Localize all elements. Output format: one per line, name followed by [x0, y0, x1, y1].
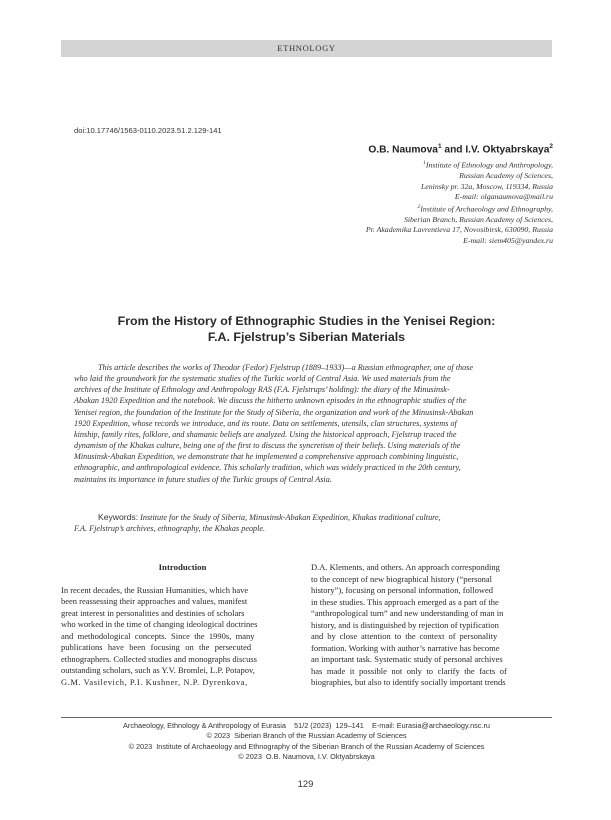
body-line: been reassessing their approaches and values, manifest	[61, 596, 248, 607]
abstract-line: ethnographic, and anthropological evidence. This scholarly tradition, which was widely practiced in the 20th century,	[74, 463, 461, 473]
affiliation-1-line-1	[193, 158, 553, 171]
title-line-1: From the History of Ethnographic Studies in the Yenisei Region:	[117, 314, 496, 328]
affiliation-1-name: Institute of Ethnology and Anthropology,	[425, 160, 553, 170]
abstract-line: kinship, family rites, folklore, and shamanic beliefs are analyzed. Using the historical approach, Fjelstrup traced the	[74, 429, 457, 439]
affiliation-2-line-2: Siberian Branch, Russian Academy of Sciences,	[403, 215, 553, 225]
introduction-heading: Introduction	[158, 562, 207, 572]
abstract-line: dynamism of the Khakas culture, being one of the first to discuss the syncretism of their beliefs. Using materials of the	[74, 441, 461, 451]
author-names	[193, 143, 553, 155]
abstract	[74, 362, 554, 485]
abstract-line: who laid the groundwork for the systematic studies of the Turkic world of Central Asia. We used materials from the	[74, 374, 451, 384]
body-line: to the concept of new biographical history (“personal	[311, 573, 493, 584]
abstract-line: archives of the Institute of Ethnology and Anthropology RAS (F.A. Fjelstrups’ holding): the diary of the Minusinsk-	[74, 385, 450, 395]
body-line: history”), focusing on personal information, followed	[311, 585, 494, 596]
footer-copyright-1: © 2023 Siberian Branch of the Russian Academy of Sciences	[206, 731, 407, 741]
affiliation-1-line-3: Leninsky pr. 32a, Moscow, 119334, Russia	[420, 181, 553, 191]
footer	[61, 721, 552, 762]
author-1-sup: 1	[437, 143, 442, 150]
author-2-sup: 2	[549, 143, 553, 150]
abstract-line: Yenisei region, the foundation of the Institute for the Study of Siberia, the organization and work of the Minusinsk-Abakan	[74, 407, 474, 417]
body-line: history, and is distinguished by rejection of typification	[311, 619, 499, 630]
body-line: in these studies. This approach emerged as a part of the	[311, 596, 499, 607]
body-line: formation. Working with author’s narrative has become	[311, 642, 500, 653]
keywords-line-1	[74, 512, 554, 523]
body-line: an important task. Systematic study of personal archives	[311, 654, 503, 665]
keywords-text-1: Institute for the Study of Siberia, Minusinsk-Abakan Expedition, Khakas traditional culture,	[140, 513, 441, 522]
abstract-line: This article describes the works of Theodor (Fedor) Fjelstrup (1889–1933)—a Russian ethnographer, one of those	[98, 363, 474, 372]
affiliation-1-line-2: Russian Academy of Sciences,	[459, 171, 553, 181]
body-line: and by close attention to the context of personality	[311, 631, 498, 642]
footer-divider	[61, 717, 552, 718]
body-line: outstanding scholars, such as Y.V. Bromlei, L.P. Potapov,	[61, 665, 255, 676]
footer-copyright-3: © 2023 O.B. Naumova, I.V. Oktyabrskaya	[238, 751, 375, 761]
title-line-2: F.A. Fjelstrup’s Siberian Materials	[207, 330, 406, 344]
page-number: 129	[297, 778, 314, 789]
body-line: who worked in the time of changing ideological doctrines	[61, 619, 258, 630]
author-1: O.B. Naumova	[368, 144, 438, 156]
abstract-line: 1920 Expedition, whose records we introduce, and its route. Data on settlements, utensils, clan structures, systems of	[74, 418, 457, 428]
keywords-label: Keywords:	[98, 512, 139, 522]
body-line: ethnographers. Collected studies and monographs discuss	[61, 653, 257, 664]
abstract-line: Minusinsk-Abakan Expedition, we demonstrate that he implemented a comprehensive approach combining linguistic,	[74, 452, 459, 462]
affiliation-2-line-1	[193, 202, 553, 215]
keywords	[74, 512, 554, 535]
body-line: and methodological concepts. Since the 1990s, many	[61, 630, 255, 641]
body-line: biographies, but also to identify socially important trends	[311, 677, 506, 688]
affiliation-2-name: Institute of Archaeology and Ethnography,	[420, 204, 553, 214]
affiliation-1-email: E-mail: olganaumova@mail.ru	[454, 191, 553, 201]
affiliation-2-email: E-mail: siem405@yandex.ru	[463, 235, 553, 245]
footer-journal-line: Archaeology, Ethnology & Anthropology of Eurasia 51/2 (2023) 129–141 E-mail: Eurasia@archaeology.nsc.ru	[123, 721, 490, 730]
affiliation-1-sup: 1	[423, 160, 426, 167]
abstract-line: maintains its importance in future studies of the Turkic groups of Central Asia.	[74, 474, 332, 484]
keywords-line-2: F.A. Fjelstrup’s archives, ethnography, the Khakas people.	[74, 524, 266, 534]
section-title: ETHNOLOGY	[277, 43, 336, 53]
authors-block	[193, 143, 553, 246]
body-line: G.M. Vasilevich, P.I. Kushner, N.P. Dyrenkova,	[61, 676, 248, 687]
affiliation-2-sup: 2	[417, 204, 421, 211]
body-line: publications have been focusing on the persecuted	[61, 642, 252, 653]
abstract-line: Abakan 1920 Expedition and the notebook. We discuss the hitherto unknown episodes in the ethnographic studies of the	[74, 396, 467, 406]
body-line: D.A. Klements, and others. An approach corresponding	[311, 562, 500, 572]
doi: doi:10.17746/1563-0110.2023.51.2.129-141	[74, 126, 222, 135]
affiliation-2-line-3: Pr. Akademika Lavrentieva 17, Novosibirsk, 630090, Russia	[365, 225, 553, 235]
author-2: and I.V. Oktyabrskaya	[441, 144, 550, 156]
paper-title	[61, 313, 552, 345]
body-line: great interest in personalities and destinies of scholars	[61, 607, 245, 618]
body-line: has made it possible not only to clarify the facts of	[311, 665, 507, 676]
section-header	[61, 40, 552, 57]
body-column-right	[311, 562, 554, 689]
body-line: “anthropological turn” and new understanding of man in	[311, 608, 504, 619]
body-line: In recent decades, the Russian Humanities, which have	[61, 584, 249, 595]
footer-copyright-2: © 2023 Institute of Archaeology and Ethnography of the Siberian Branch of the Russian Academy of Sciences	[128, 741, 485, 751]
body-column-left	[61, 562, 304, 688]
